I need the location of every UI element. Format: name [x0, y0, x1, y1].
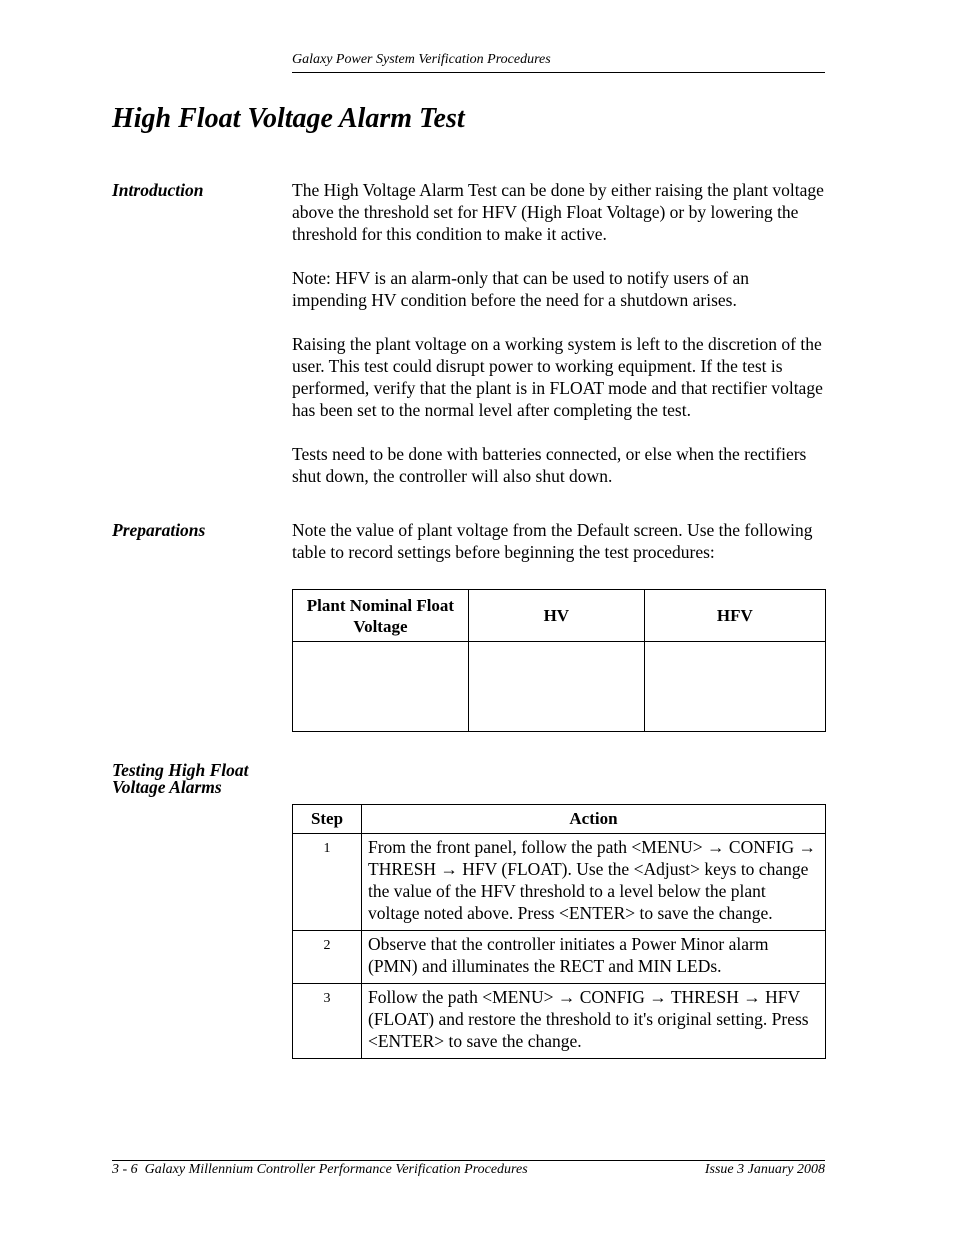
cell-hfv	[644, 642, 825, 732]
step-action: Follow the path <MENU> → CONFIG → THRESH → HFV (FLOAT) and restore the threshold to it's original setting. Press <ENTER> to save the change.	[362, 984, 826, 1059]
intro-paragraph-3: Raising the plant voltage on a working system is left to the discretion of the user. This test could disrupt power to working equipment. If the test is performed, verify that the plant is in FLOAT mode and that rectifier voltage has been set to the normal level after completing the test.	[292, 334, 823, 420]
cell-hv	[468, 642, 644, 732]
footer-right: Issue 3 January 2008	[704, 1162, 825, 1177]
step-action: Observe that the controller initiates a Power Minor alarm (PMN) and illuminates the RECT and MIN LEDs.	[362, 931, 826, 984]
table-row	[293, 834, 826, 931]
table-row	[293, 984, 826, 1059]
intro-paragraph-1: The High Voltage Alarm Test can be done by either raising the plant voltage above the threshold set for HFV (High Float Voltage) or by lowering the threshold for this condition to make it active.	[292, 180, 824, 244]
footer-left: 3 - 6 Galaxy Millennium Controller Performance Verification Procedures	[112, 1162, 528, 1177]
settings-record-table	[292, 589, 826, 732]
header-plant-nominal-float-voltage: Plant Nominal Float Voltage	[293, 590, 469, 642]
footer-rule	[112, 1160, 825, 1161]
step-number: 3	[293, 984, 362, 1059]
step-action: From the front panel, follow the path <MENU> → CONFIG → THRESH → HFV (FLOAT). Use the <Adjust> keys to change the value of the HFV threshold to a level below the plant voltage noted above. Press <ENTER> to save the change.	[362, 834, 826, 931]
step-number: 2	[293, 931, 362, 984]
header-step: Step	[293, 805, 362, 834]
preparations-body	[292, 519, 827, 563]
intro-paragraph-4: Tests need to be done with batteries connected, or else when the rectifiers shut down, the controller will also shut down.	[292, 444, 807, 486]
steps-header-row	[293, 805, 826, 834]
table-row	[293, 931, 826, 984]
step-number: 1	[293, 834, 362, 931]
preparations-paragraph: Note the value of plant voltage from the Default screen. Use the following table to record settings before beginning the test procedures:	[292, 520, 813, 562]
preparations-heading: Preparations	[112, 520, 206, 540]
intro-paragraph-2: Note: HFV is an alarm-only that can be used to notify users of an impending HV condition before the need for a shutdown arises.	[292, 268, 750, 310]
header-hv: HV	[468, 590, 644, 642]
header-rule	[292, 72, 825, 73]
header-hfv: HFV	[644, 590, 825, 642]
header-action: Action	[362, 805, 826, 834]
page-title: High Float Voltage Alarm Test	[112, 103, 465, 134]
procedure-steps-table	[292, 804, 826, 1059]
testing-heading: Testing High Float Voltage Alarms	[112, 760, 249, 797]
settings-header-row	[293, 590, 826, 642]
running-head: Galaxy Power System Verification Procedures	[292, 52, 551, 67]
settings-entry-row	[293, 642, 826, 732]
cell-plant-nominal-float-voltage	[293, 642, 469, 732]
introduction-body	[292, 179, 827, 487]
introduction-heading: Introduction	[112, 180, 204, 200]
